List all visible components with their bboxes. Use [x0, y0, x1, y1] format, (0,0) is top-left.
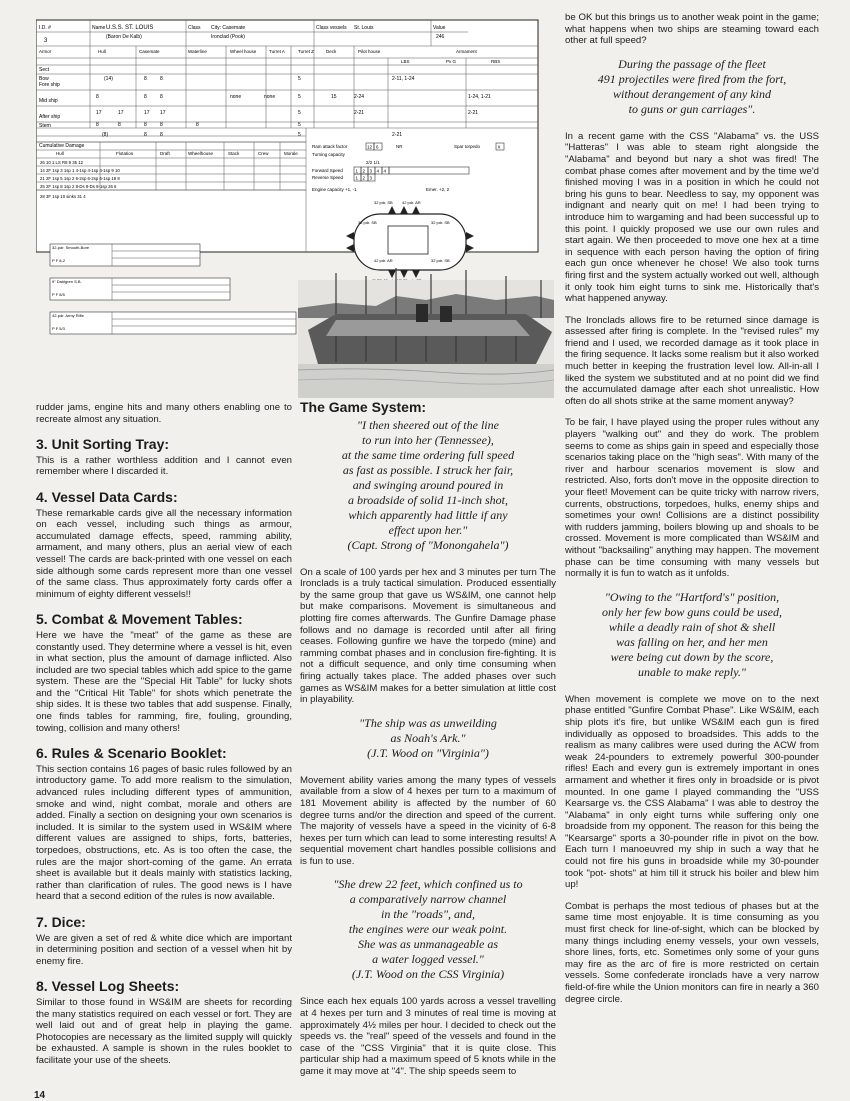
- nr-label: NR: [396, 144, 403, 149]
- card-cell: (8): [102, 132, 109, 138]
- paragraph: rudder jams, engine hits and many others enabling one to recreate almost any situation.: [36, 402, 292, 425]
- col-turret-a: Turret A: [269, 49, 285, 54]
- col-lbs: LBS: [401, 59, 410, 64]
- section-heading: 3. Unit Sorting Tray:: [36, 436, 170, 453]
- section-heading: 5. Combat & Movement Tables:: [36, 611, 243, 628]
- card-class-vessels-value: St. Louis: [354, 25, 374, 31]
- quote-line: "Owing to the "Hartford's" position,: [604, 589, 780, 604]
- reverse-speed-label: Reverse Speed: [312, 175, 344, 180]
- card-header-value: Value: [433, 25, 446, 31]
- card-cell: 17: [144, 110, 150, 116]
- historical-quote: [565, 57, 819, 117]
- card-class-value: City: Casemate: [211, 25, 246, 31]
- gun-table-9in-dahlgren: [50, 278, 230, 300]
- quote-line: to run into her (Tennessee),: [362, 432, 494, 447]
- row-bow: Bow: [39, 76, 49, 82]
- paragraph: In a recent game with the CSS "Alabama" vs. the USS "Hatteras" I was able to steam right alongside the "Alabama" and beyond but nary a shot was fired! The combat phase comes after movement and by the time we'd finished moving I was in a position in which he could not bring his guns to bear. Needless to say, my opponent was indignant and nearly quit on me! I had been trying to introduce him to wargaming and had been successful up to this point. I quickly proposed we use our own rules and start again. We then proceeded to move one hex at a time in sequence with each person having the option of firing each gun once whenever he chose! We also took turns firing first and the system actually worked out well, although it only took him eight turns to sink me. Historically that's what happened anyway.: [565, 130, 819, 305]
- gun-table-title: 32-pdr. Smooth-Bore: [52, 245, 90, 250]
- historical-quote: [300, 877, 556, 982]
- card-cell: 5: [298, 122, 301, 128]
- engine-capacity-label: Engine capacity +1, -1: [312, 187, 357, 192]
- gun-table-pf: P F 5/3: [52, 326, 65, 331]
- emergency-label: Emer. +2, 2: [426, 187, 450, 192]
- damage-row: 25 2F 1sp 8 1sp 2 8-Ds 8-Ds 8-1sp 26 6: [40, 184, 117, 189]
- gun-table-title: 42-pdr. Army Rifle: [52, 313, 84, 318]
- spar-label: Spar torpedo: [454, 144, 481, 149]
- paragraph: When movement is complete we move on to the next phase entitled "Gunfire Combat Phase". Like WS&IM, each ship plots it's fire, but unlike WS&IM each gun is fired individually as opposed to broadsides. This adds to the realism as many calibres were used during the ACW from weak 24-pounders to extremely powerful 300-pounder rifles! Each and every gun is extremely important in ones armament and whether it fires only in broadside or is pivot mounted. In one game I played commanding the "USS Kearsarge vs. the CSS Alabama" I was able to destroy the "Alabama" in only eight turns while suffering only one broadside from my opponent. The reason for this being the "Kearsarge" sports a 30-pounder rifle in pivot on the bow. Each turn I manoeuvred my ship in such a way that he could not fire his guns in broadside while my 30-pounder took "pot- shots" at him till it struck his boiler and blew him up!: [565, 693, 819, 891]
- spar-mark: X: [497, 144, 501, 150]
- gun-table-42pdr-rifle: [50, 312, 296, 334]
- col-wheelhouse: Wheel house: [230, 49, 257, 54]
- quote-line: She was as unmanageable as: [358, 937, 498, 952]
- quote-line: in the "roads", and,: [381, 907, 475, 922]
- card-header-class: Class: [188, 25, 201, 31]
- section-heading: The Game System:: [300, 399, 427, 415]
- card-cell: 5: [298, 110, 301, 116]
- quote-line: "I then sheered out of the line: [357, 417, 499, 432]
- quote-line: a comparatively narrow channel: [349, 892, 507, 907]
- row-fore-ship: Fore ship: [39, 82, 60, 88]
- vessel-card-figure: [36, 18, 558, 400]
- paragraph: This is a rather worthless addition and I cannot even remember where I discarded it.: [36, 454, 292, 478]
- quote-attribution: (Capt. Strong of "Monongahela"): [347, 537, 509, 552]
- quote-line: was falling on her, and her men: [616, 634, 768, 649]
- damage-col: Wheelhouse: [188, 151, 214, 156]
- card-value-value: 246: [436, 34, 445, 40]
- card-cell: 5: [298, 94, 301, 100]
- card-cell: 8: [144, 76, 147, 82]
- paragraph: To be fair, I have played using the proper rules without any players "walking out" and they do work. The problem seems to come as ships gain in speed and especially those scenarios taking place on the "high seas". With many of the river and harbour scenarios movement is slow and restricted. Also, forts don't move in the opposite direction to your fleet! Movement can be quite tricky with narrow rivers, currents, obstructions, torpedoes, hulks, enemy ships and sometimes your own! Collisions are a distinct possibility with rudders jamming, boilers blowing up and shoals to be crossed. Movement is more complicated than WS&IM and without "backsailing" anything may happen. The movement phase can be time consuming with many vessels but normally it is fun to watch as it unfolds.: [565, 417, 819, 580]
- fwd-speed-value: 4: [376, 168, 380, 174]
- fwd-speed-value: 1: [355, 168, 359, 174]
- ram-label: Ram attack factor: [312, 144, 348, 149]
- gun-table-32pdr: [50, 244, 200, 266]
- quote-line: "The ship was as unweilding: [359, 715, 497, 730]
- card-cell: 5: [298, 76, 301, 82]
- card-cell: 2-21: [354, 110, 365, 116]
- ship-gun-label: 42 pdr. AR: [402, 200, 421, 205]
- ship-gun-label: 32 pdr. SB: [431, 258, 450, 263]
- col-pilot-house: Pilot house: [358, 49, 381, 54]
- col-armor: Armor: [39, 49, 52, 54]
- card-cell: 8: [118, 122, 121, 128]
- paragraph: These remarkable cards give all the necessary information on each vessel, including such things as armour, accumulated damage effects, speed, ramming ability, armament, and many others, plus an aerial view of each vessel! The cards are back-printed with one vessel on each side although some cards represent more than one vessel of the same class. Thus approximately forty cards offer a minimum of eighty different vessels!!: [36, 507, 292, 600]
- gun-table-pf: P F 8-2: [52, 258, 66, 263]
- ship-gun-label: 32 pdr. SB: [431, 220, 450, 225]
- card-cell: 2-24: [354, 94, 365, 100]
- quote-line: 491 projectiles were fired from the fort,: [597, 71, 787, 86]
- col-armament: Armament: [456, 49, 477, 54]
- article-column-right: [565, 12, 819, 1015]
- ram-value: 12: [367, 144, 373, 150]
- paragraph: On a scale of 100 yards per hex and 3 minutes per turn The Ironclads is a truly tactical simulation. Produced essentially by the same group that gave us WS&IM, one cannot help but make comparisons. Movement is simultaneous and plotting fire comes afterwards. The Gunfire Damage phase follows and no damage is recorded until after all firing ceases. Following gunfire we have the torpedo (mine) and ramming combat phases and in conclusion fire-fighting. It is not a difficult sequence, and only time consuming when firing actually takes place. The added phases over such games as WS&IM makes for a better simulation at little cost in playability.: [300, 566, 556, 706]
- paragraph: Combat is perhaps the most tedious of phases but at the same time most enjoyable. It is time consuming as you must first check for line-of-sight, which can be blocked by many things including enemy vessels, your own vessels, shore lines, forts, etc. Sometimes only some of your guns may fire as the arc of fire is more restricted on certain vessels. Some confederate ironclads have a very narrow field-of-fire while the Union monitors can fire in nearly a 360 degree circle.: [565, 900, 819, 1005]
- forward-speed-label: Forward Speed: [312, 168, 343, 173]
- paragraph: Since each hex equals 100 yards across a vessel travelling at 4 hexes per turn and 3 minutes of real time is moving at approximately 4½ miles per hour. I decided to check out the speeds vs. the "real" speed of the vessels and found in the case of the "CSS Virginia" that it is quite close. This particular ship had a maximum speed of 5 knots while in the game it may move at "4". The ship speeds seem to: [300, 996, 556, 1078]
- rev-speed-value: 3: [369, 175, 373, 181]
- quote-attribution: (J.T. Wood on the CSS Virginia): [351, 967, 505, 982]
- ram-value: 6: [376, 144, 379, 150]
- historical-quote: [300, 418, 556, 553]
- card-cell: 15: [331, 94, 337, 100]
- quote-line: and swinging around poured in: [352, 477, 504, 492]
- facing-page-edge: [838, 0, 850, 1100]
- vessel-card-illustration: [36, 18, 558, 400]
- card-cell: 2-21: [392, 132, 403, 138]
- damage-row: 28 3F 1sp 10 sinks 31 4: [40, 194, 86, 199]
- card-cell: 17: [96, 110, 102, 116]
- card-cell: 8: [160, 122, 163, 128]
- quote-line: a broadside of solid 11-inch shot,: [348, 492, 508, 507]
- col-deck: Deck: [326, 49, 337, 54]
- card-header-class-vessels: Class vessels: [316, 25, 347, 31]
- card-id-value: 3: [44, 38, 48, 44]
- quote-attribution: (J.T. Wood on "Virginia"): [367, 745, 489, 760]
- damage-col: Morale: [284, 151, 298, 156]
- article-column-left: [36, 402, 292, 1077]
- damage-title: Cumulative Damage: [39, 143, 85, 149]
- card-cell: none: [230, 94, 242, 100]
- damage-col: Hull: [56, 151, 64, 156]
- quote-line: "She drew 22 feet, which confined us to: [333, 877, 523, 892]
- damage-col: Crew: [258, 151, 269, 156]
- quote-line: while a deadly rain of shot & shell: [608, 619, 776, 634]
- paragraph: The Ironclads allows fire to be returned since damage is assessed after firing is complete. In the "revised rules" my friend and I used, we recorded damage as it took place in the firing sequence. It lacks some realism but it also worked much better in keeping the frustration level low. All-in-all I liked the system we substituted and at no point did we find the accumulated damage after each shot unrealistic. How often do all shots strike at the same moment anyway?: [565, 314, 819, 407]
- col-hull: Hull: [98, 49, 106, 54]
- card-cell: 8: [144, 132, 147, 138]
- ship-gun-label: 32 pdr. SB: [374, 200, 393, 205]
- section-heading: 6. Rules & Scenario Booklet:: [36, 745, 227, 762]
- quote-line: During the passage of the fleet: [618, 56, 766, 71]
- paragraph: This section contains 16 pages of basic rules followed by an introductory game. To add more realism to the simulation, advanced rules including different types of ammunition, smoke and wind, night combat, morale and others are added. Finally a section on designing your own scenarios is included. It is similar to the system used in WS&IM where different values are assigned to ships, forts, batteries, torpedoes, obstructions, etc. As is too often the case, the rules are the major short-coming of the game. An errata sheet is available but it deals mainly with statistics lacking, rather than clarification of rules. The good news is I have heard that a second edition of the rules is now available.: [36, 763, 292, 903]
- quote-line: as Noah's Ark.": [390, 730, 466, 745]
- ironclad-photo: [298, 268, 554, 398]
- row-stern: Stern: [39, 123, 51, 129]
- card-cell: 8: [96, 94, 99, 100]
- row-after-ship: After ship: [39, 114, 61, 120]
- damage-col: Flotation: [116, 151, 134, 156]
- card-cell: 17: [118, 110, 124, 116]
- card-cell: 8: [196, 122, 199, 128]
- fwd-speed-value: 4: [383, 168, 387, 174]
- damage-row: 14 2F 1sp 3 1sp 1 4-1sp 4-1sp 4-1sp 9 10: [40, 168, 120, 173]
- card-header-name: Name: [92, 25, 106, 31]
- turning-label: Turning capacity: [312, 152, 345, 157]
- paragraph: Similar to those found in WS&IM are sheets for recording the many statistics required on each vessel or fort. They are well laid out and of great help in playing the game. Photocopies are necessary as the limited supply will quickly be exhausted. A sample is shown in the rules booklet to facilitate your use of the sheets.: [36, 996, 292, 1066]
- col-casemate: Casemate: [139, 49, 160, 54]
- card-cell: (14): [104, 76, 113, 82]
- card-name-alias: (Baron De Kalb): [106, 34, 142, 40]
- paragraph: be OK but this brings us to another weak point in the game; what happens when two ships are steaming toward each other at full speed?: [565, 12, 819, 47]
- card-cell: 17: [160, 110, 166, 116]
- card-cell: 8: [160, 132, 163, 138]
- rev-speed-value: 1: [355, 175, 359, 181]
- card-cell: 2-21: [468, 110, 479, 116]
- row-mid-ship: Mid ship: [39, 98, 58, 104]
- card-cell: 8: [144, 122, 147, 128]
- article-column-middle: [300, 399, 556, 1088]
- card-header-id: I.D. #: [39, 25, 51, 31]
- section-heading: 7. Dice:: [36, 913, 86, 930]
- card-name-value: U.S.S. ST. LOUIS: [106, 25, 154, 31]
- quote-line: unable to make reply.": [638, 664, 746, 679]
- damage-row: 21 2F 1sp 5 1sp 2 6-2sp 6-2sp 6-1sp 18 8: [40, 176, 120, 181]
- quote-line: at the same time ordering full speed: [341, 447, 515, 462]
- paragraph: We are given a set of red & white dice which are important in determining position and section of a vessel when hit by enemy fire.: [36, 932, 292, 967]
- row-sect: Sect: [39, 67, 50, 73]
- quote-line: the engines were our weak point.: [348, 922, 508, 937]
- ship-gun-label: 42 pdr. AR: [374, 258, 393, 263]
- col-turret-z: Turret Z: [298, 49, 314, 54]
- card-cell: 1-24, 1-21: [468, 94, 491, 100]
- card-cell: 2-11, 1-24: [392, 76, 415, 82]
- damage-col: Draft: [160, 151, 170, 156]
- quote-line: only her few bow guns could be used,: [602, 604, 782, 619]
- quote-line: without derangement of any kind: [613, 86, 771, 101]
- historical-quote: [300, 716, 556, 761]
- quote-line: to guns or gun carriages".: [628, 101, 756, 116]
- col-waterline: Waterline: [188, 49, 207, 54]
- historical-quote: [565, 590, 819, 680]
- fwd-speed-value: 2: [362, 168, 366, 174]
- gun-table-title: 9" Dahlgren S.B.: [52, 279, 82, 284]
- card-cell: none: [264, 94, 276, 100]
- quote-line: which apparently had little if any: [348, 507, 508, 522]
- ship-gun-label: 32 pdr. SB: [358, 220, 377, 225]
- col-rbs: RBS: [491, 59, 501, 64]
- damage-row: 26 10 1 LS R8 9 35 12: [40, 160, 84, 165]
- quote-line: effect upon her.": [388, 522, 468, 537]
- col-pvg: Pv G: [446, 59, 457, 64]
- turning-value: 2/2 1/1: [366, 160, 380, 165]
- card-cell: 8: [144, 94, 147, 100]
- quote-line: a water logged vessel.": [372, 952, 484, 967]
- page-number: 14: [34, 1090, 46, 1101]
- gun-table-pf: P F 8/5: [52, 292, 65, 297]
- quote-line: as fast as possible. I struck her fair,: [342, 462, 514, 477]
- paragraph: Movement ability varies among the many types of vessels available from a slow of 4 hexes per turn to a maximum of 181 Movement ability is affected by the number of 60 degree turns and/or the direction and speed of the current. The majority of vessels have a speed in the vicinity of 6-8 hexes per turn which can lead to some interesting results! A sequential movement chart handles possible collisions and is fun to use.: [300, 774, 556, 867]
- section-heading: 8. Vessel Log Sheets:: [36, 978, 180, 995]
- rev-speed-value: 2: [362, 175, 366, 181]
- paragraph: Here we have the "meat" of the game as these are constantly used. They determine where a vessel is hit, even in what section, plus the amount of damage inflicted. Also included are two special tables which add spice to the game system. These are the "Special Hit Table" for lucky shots and the "Critical Hit Table" for shots which penetrate the ship sides. It is these two tables that add suspense. Finally, one finds tables for ramming, fire, fouling, grounding, towing, collision and many others!: [36, 629, 292, 734]
- damage-col: Stack: [228, 151, 240, 156]
- fwd-speed-value: 3: [369, 168, 373, 174]
- section-heading: 4. Vessel Data Cards:: [36, 488, 178, 505]
- reverse-speed-boxes: [354, 174, 375, 181]
- card-cell: 5: [298, 132, 301, 138]
- card-cell: 8: [96, 122, 99, 128]
- quote-line: were being cut down by the score,: [610, 649, 774, 664]
- card-cell: 8: [160, 94, 163, 100]
- card-cell: 8: [160, 76, 163, 82]
- card-class-sub: Ironclad (Pook): [211, 34, 245, 40]
